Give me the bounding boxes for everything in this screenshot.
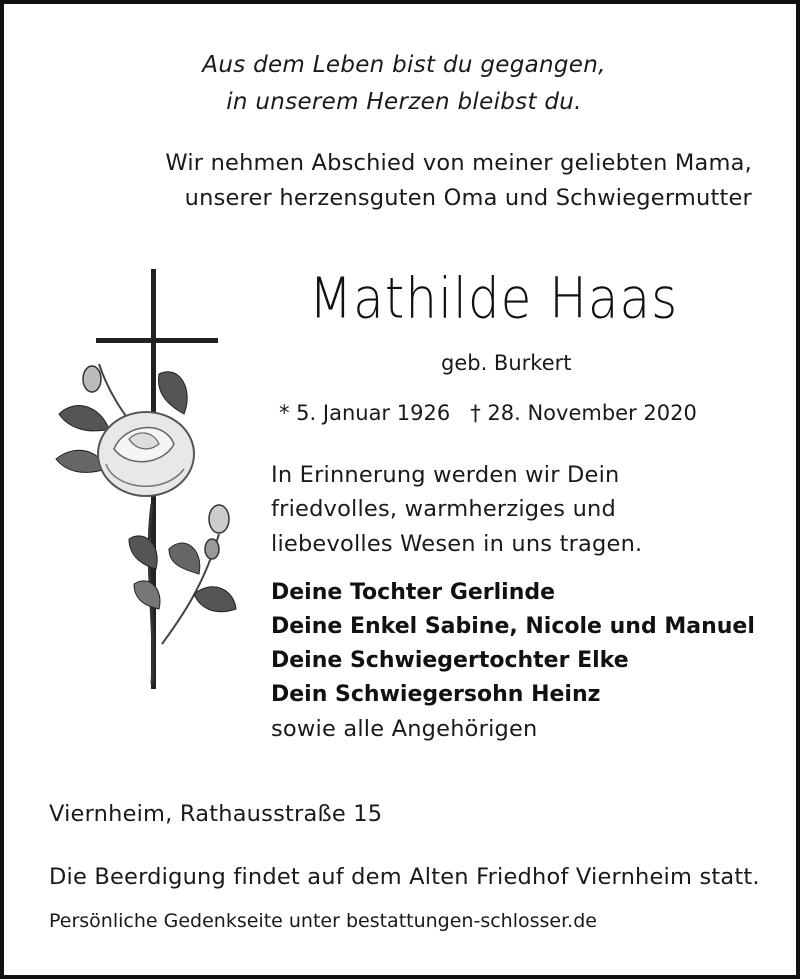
family-member: Deine Schwiegertochter Elke — [271, 648, 629, 673]
cross-with-rose-icon — [44, 264, 254, 704]
family-member: Deine Tochter Gerlinde — [271, 580, 556, 605]
born-name: geb. Burkert — [441, 351, 572, 375]
family-member: Dein Schwiegersohn Heinz — [271, 682, 601, 707]
family-member: Deine Enkel Sabine, Nicole und Manuel — [271, 614, 755, 639]
address: Viernheim, Rathausstraße 15 — [49, 801, 383, 827]
deceased-name: Mathilde Haas — [309, 266, 679, 331]
remembrance-line-3: liebevolles Wesen in uns tragen. — [271, 531, 643, 557]
memorial-page: Persönliche Gedenkseite unter bestattungen-schlosser.de — [49, 910, 597, 932]
funeral-info: Die Beerdigung findet auf dem Alten Friedhof Viernheim statt. — [49, 864, 760, 890]
life-dates: * 5. Januar 1926 † 28. November 2020 — [279, 401, 697, 425]
remembrance-line-1: In Erinnerung werden wir Dein — [271, 462, 620, 488]
relatives: sowie alle Angehörigen — [271, 716, 538, 742]
motto-line-2: in unserem Herzen bleibst du. — [226, 89, 582, 115]
motto-line-1: Aus dem Leben bist du gegangen, — [202, 52, 606, 78]
intro-line-1: Wir nehmen Abschied von meiner geliebten Mama, — [165, 150, 752, 176]
intro-line-2: unserer herzensguten Oma und Schwiegermutter — [184, 185, 752, 211]
remembrance-line-2: friedvolles, warmherziges und — [271, 496, 616, 522]
